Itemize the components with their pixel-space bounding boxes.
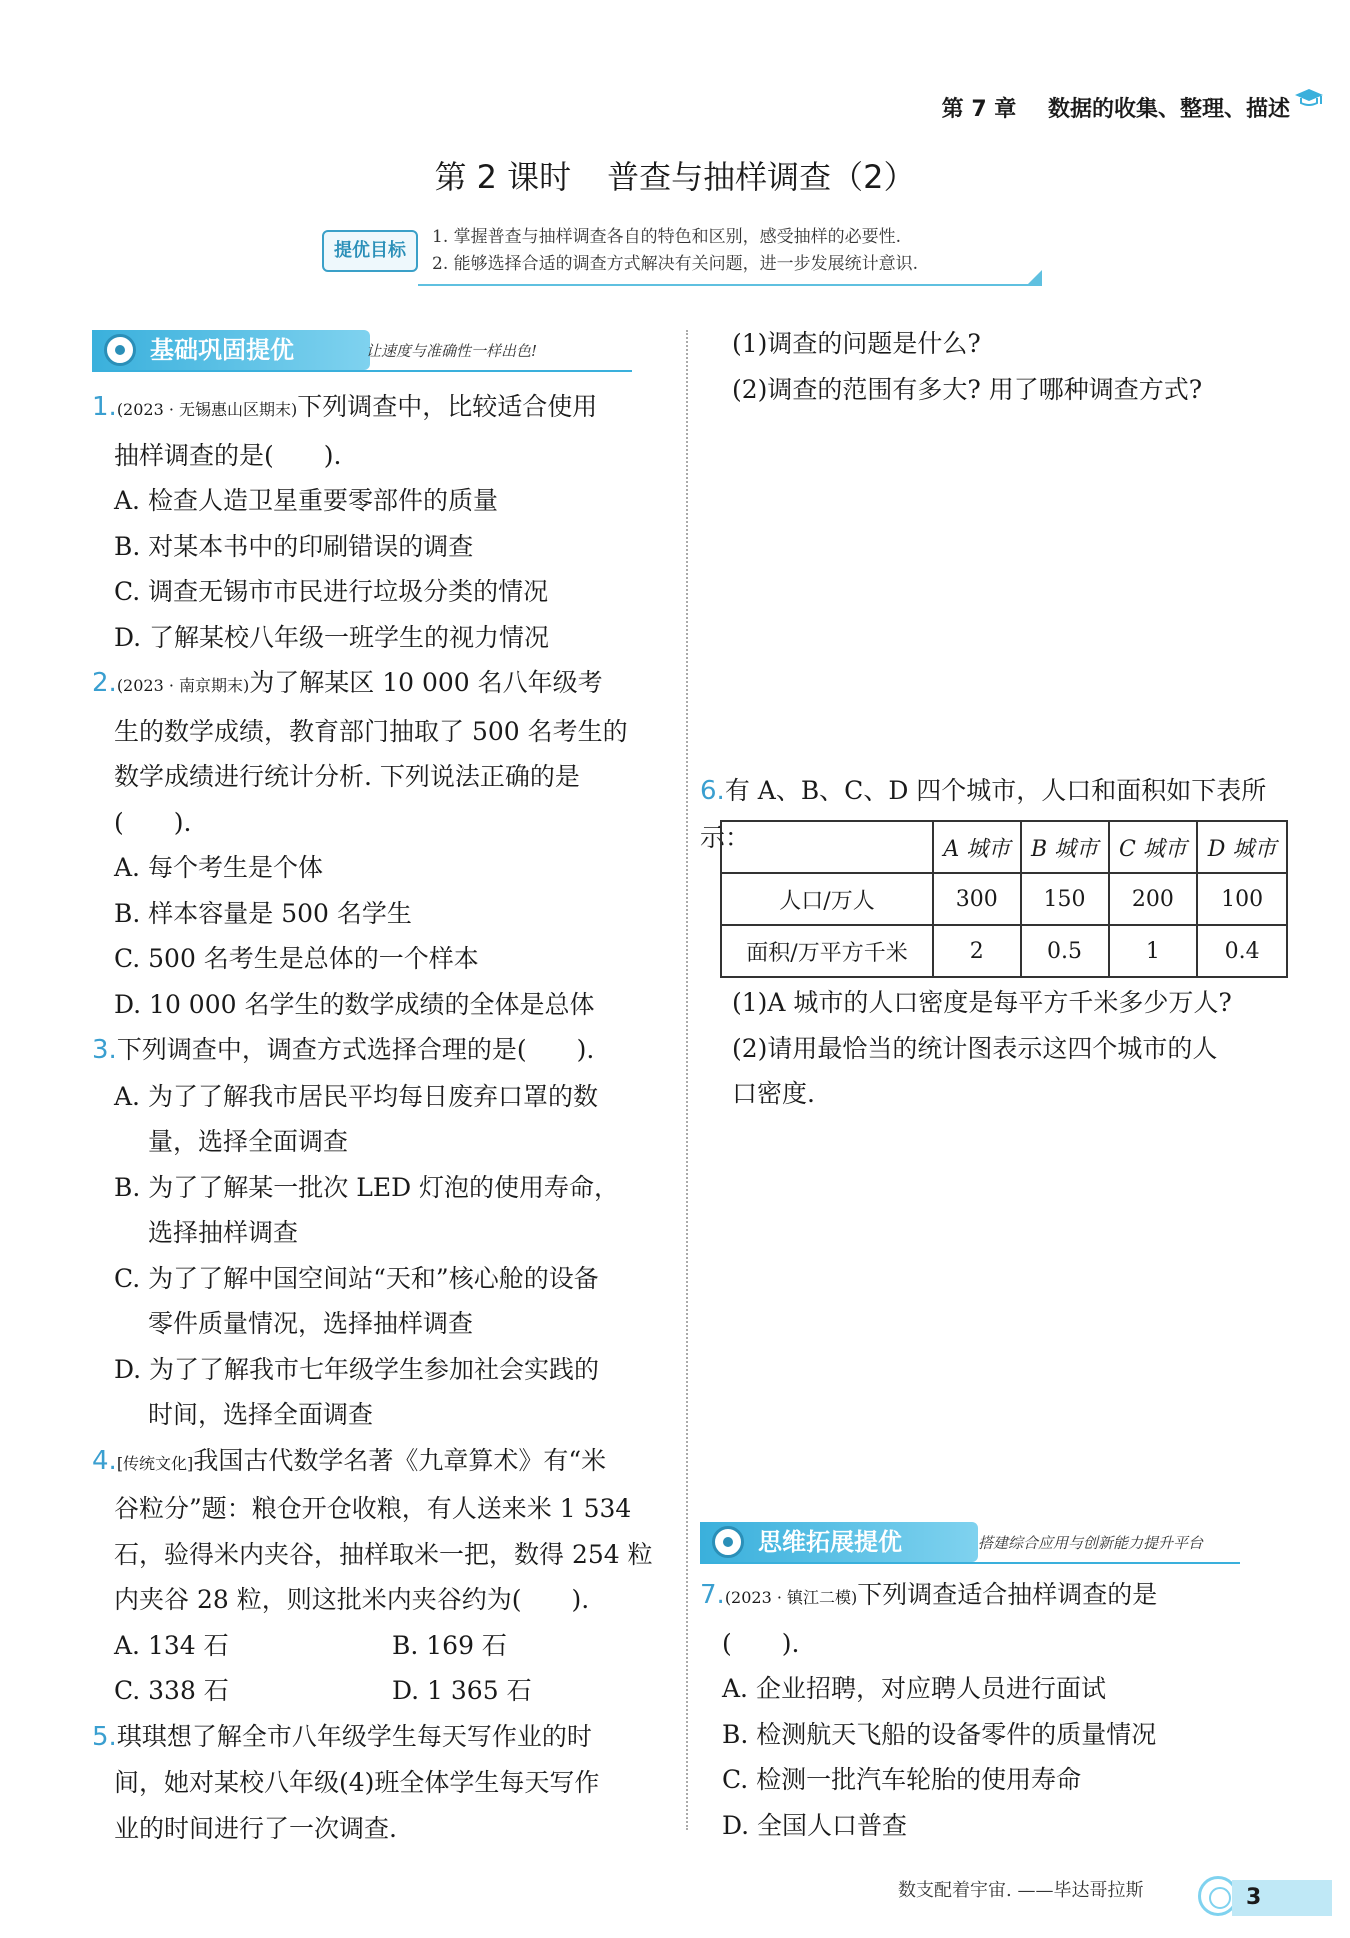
table-cell: 100 [1197,873,1287,925]
option-c: C. 338 石 [114,1676,229,1705]
table-cell: 0.4 [1197,925,1287,977]
option-d: D. 为了了解我市七年级学生参加社会实践的 [114,1354,600,1384]
question-source: (2023 · 南京期末) [116,676,250,695]
question-number: 4. [92,1445,117,1476]
goals-list [432,224,918,278]
question-source: (2023 · 镇江二模) [724,1588,858,1607]
option-b: B. 169 石 [392,1630,507,1660]
question-stem: 有 A、B、C、D 四个城市，人口和面积如下表所示： [700,776,1267,852]
option-c-cont: 零件质量情况，选择抽样调查 [148,1309,474,1338]
banner-rule [700,1562,1240,1564]
question-number: 6. [700,776,725,806]
option-c: C. 检测一批汽车轮胎的使用寿命 [722,1765,1082,1794]
page-number: 3 [1232,1880,1332,1916]
table-row [721,873,1287,925]
question-number: 1. [92,392,117,422]
option-a: A. 企业招聘，对应聘人员进行面试 [722,1674,1106,1703]
graduation-cap-icon [1294,88,1324,108]
question-tag: [传统文化] [116,1453,194,1473]
question-stem: 下列调查中，比较适合使用 [297,392,598,421]
option-d: D. 1 365 石 [392,1676,532,1705]
table-header-cell: B 城市 [1021,821,1109,873]
question-number: 3. [92,1035,117,1065]
option-a: A. 每个考生是个体 [114,853,323,882]
table-header-cell: D 城市 [1197,821,1287,873]
q6-subparts [732,980,1292,1117]
question-stem-cont: 内夹谷 28 粒，则这批米内夹谷约为( ). [114,1585,590,1614]
question-stem: 琪琪想了解全市八年级学生每天写作业的时 [116,1721,592,1751]
banner-rule [92,370,632,372]
options-row [92,1623,674,1669]
goals-corner-triangle [1026,270,1042,286]
question-stem-cont: 数学成绩进行统计分析. 下列说法正确的是 [114,762,580,791]
option-c: C. 500 名考生是总体的一个样本 [114,944,479,973]
question-stem-cont: ( ). [722,1628,800,1658]
question-source: (2023 · 无锡惠山区期末) [116,400,298,419]
subquestion-cont: 口密度. [732,1079,815,1108]
option-d: D. 10 000 名学生的数学成绩的全体是总体 [114,989,595,1019]
table-cell: 300 [933,873,1021,925]
chapter-number: 第 7 章 [941,97,1017,122]
table-header-cell: A 城市 [933,821,1021,873]
option-b: B. 检测航天飞船的设备零件的质量情况 [722,1719,1157,1749]
question-5 [92,1714,674,1852]
q5-subparts [732,321,1292,412]
table-cell: 0.5 [1021,925,1109,977]
page-title [0,152,1350,198]
chapter-title: 数据的收集、整理、描述 [1047,97,1290,122]
question-number: 2. [92,668,117,698]
subquestion: (1)A 城市的人口密度是每平方千米多少万人? [732,988,1232,1017]
table-cell: 150 [1021,873,1109,925]
section-subtitle: 让速度与准确性一样出色! [366,342,538,360]
section-banner-extension [700,1522,1240,1562]
option-a-cont: 量，选择全面调查 [148,1127,349,1156]
question-stem-cont: 谷粒分”题：粮仓开仓收粮，有人送来米 1 534 [114,1494,632,1523]
section-title: 基础巩固提优 [92,330,370,370]
row-label: 人口/万人 [721,873,933,925]
left-column [92,384,674,1851]
options-row [92,1668,674,1714]
column-divider [686,330,688,1830]
target-icon [104,334,136,366]
table-header-cell: C 城市 [1109,821,1198,873]
question-stem: 为了解某区 10 000 名八年级考 [249,668,603,697]
table-cell: 2 [933,925,1021,977]
option-c: C. 调查无锡市市民进行垃圾分类的情况 [114,577,549,606]
option-b: B. 对某本书中的印刷错误的调查 [114,531,474,561]
question-7 [700,1572,1300,1848]
section-banner-basic [92,330,632,370]
learning-goals [322,224,1042,286]
option-d: D. 全国人口普查 [722,1810,908,1840]
section-subtitle: 搭建综合应用与创新能力提升平台 [978,1534,1204,1552]
footer-quote: 数支配着宇宙. ——毕达哥拉斯 [898,1880,1144,1901]
goal-item: 2. 能够选择合适的调查方式解决有关问题，进一步发展统计意识. [432,254,919,274]
lesson-topic: 普查与抽样调查（2） [607,158,916,196]
lesson-number: 第 2 课时 [434,158,572,196]
option-d: D. 了解某校八年级一班学生的视力情况 [114,622,550,652]
question-stem-cont: ( ). [114,807,192,837]
option-b: B. 为了了解某一批次 LED 灯泡的使用寿命， [114,1172,620,1202]
table-row [721,925,1287,977]
section-title: 思维拓展提优 [700,1522,978,1562]
option-b-cont: 选择抽样调查 [148,1218,299,1247]
question-3 [92,1027,674,1438]
question-stem-cont: 抽样调查的是( ). [114,440,342,470]
table-cell: 200 [1109,873,1198,925]
goals-underline [418,284,1042,286]
question-4 [92,1438,674,1714]
table-header-row [721,821,1287,873]
atom-icon [712,1526,744,1558]
subquestion: (1)调查的问题是什么? [732,329,981,358]
question-stem-cont: 石，验得米内夹谷，抽样取米一把，数得 254 粒 [114,1539,653,1569]
question-number: 5. [92,1721,117,1752]
option-a: A. 为了了解我市居民平均每日废弃口罩的数 [114,1081,598,1111]
question-stem: 我国古代数学名著《九章算术》有“米 [193,1445,607,1475]
question-1 [92,384,674,660]
option-b: B. 样本容量是 500 名学生 [114,898,412,928]
option-d-cont: 时间，选择全面调查 [148,1400,374,1429]
question-stem: 下列调查中，调查方式选择合理的是( ). [116,1035,595,1064]
option-a: A. 检查人造卫星重要零部件的质量 [114,486,498,515]
question-stem-cont: 间，她对某校八年级(4)班全体学生每天写作 [114,1768,600,1797]
goal-item: 1. 掌握普查与抽样调查各自的特色和区别，感受抽样的必要性. [432,227,902,247]
subquestion: (2)请用最恰当的统计图表示这四个城市的人 [732,1033,1218,1063]
subquestion: (2)调查的范围有多大? 用了哪种调查方式? [732,374,1203,404]
option-a: A. 134 石 [114,1630,229,1660]
question-stem-cont: 生的数学成绩，教育部门抽取了 500 名考生的 [114,716,628,746]
option-c: C. 为了了解中国空间站“天和”核心舱的设备 [114,1263,599,1293]
city-data-table [720,820,1288,978]
question-number: 7. [700,1580,725,1610]
goals-tag: 提优目标 [322,230,418,272]
table-cell: 1 [1109,925,1198,977]
table-header-cell [721,821,933,873]
chapter-header [942,92,1290,123]
question-2 [92,660,674,1027]
question-stem: 下列调查适合抽样调查的是 [857,1580,1158,1609]
question-stem-cont: 业的时间进行了一次调查. [114,1813,397,1843]
row-label: 面积/万平方千米 [721,925,933,977]
